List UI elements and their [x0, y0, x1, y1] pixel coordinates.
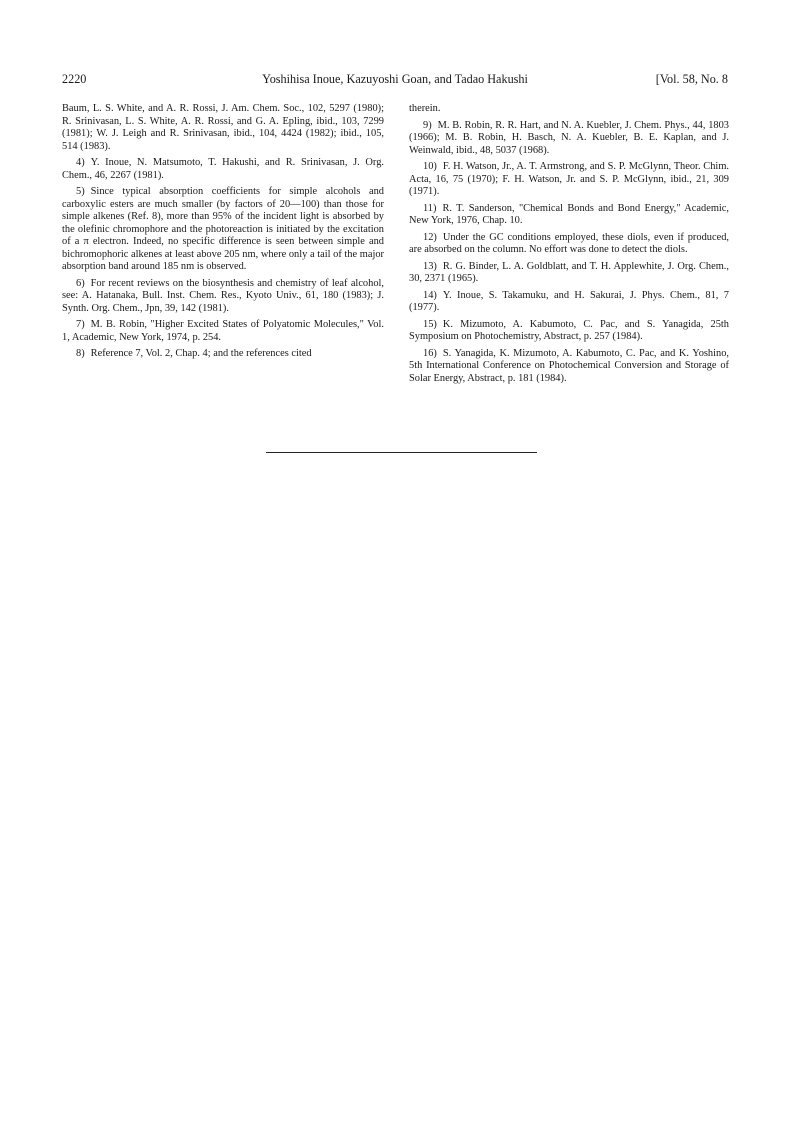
reference-text: For recent reviews on the biosynthesis and chemistry of leaf alcohol, see: A. Hatanaka, Bull. Inst. Chem. Res., Kyoto Univ., 61, 180 (1983); J. Synth. Org. Chem., Jpn, 39, 142 (1981).	[62, 277, 384, 314]
left-column-references	[62, 103, 384, 365]
reference-text: Y. Inoue, N. Matsumoto, T. Hakushi, and R. Srinivasan, J. Org. Chem., 46, 2267 (1981).	[62, 157, 384, 181]
reference-item	[409, 103, 729, 116]
reference-number: 10)	[423, 161, 437, 172]
reference-number: 5)	[76, 186, 85, 197]
reference-number: 12)	[423, 231, 437, 243]
running-header	[62, 72, 728, 90]
reference-text: R. T. Sanderson, "Chemical Bonds and Bond Energy," Academic, New York, 1976, Chap. 10.	[409, 202, 729, 226]
reference-number: 13)	[423, 260, 437, 272]
reference-item	[62, 348, 384, 361]
reference-number: 14)	[423, 289, 437, 301]
reference-text: Reference 7, Vol. 2, Chap. 4; and the references cited	[90, 348, 312, 359]
reference-text: M. B. Robin, R. R. Hart, and N. A. Kuebler, J. Chem. Phys., 44, 1803 (1966); M. B. Robin, H. Basch, N. A. Kuebler, B. E. Kaplan, and J. Weinwald, ibid., 48, 5037 (1968).	[409, 119, 729, 156]
reference-item	[409, 261, 729, 286]
reference-number: 7)	[76, 319, 85, 330]
reference-item	[62, 103, 384, 153]
reference-text: therein.	[409, 103, 441, 114]
reference-text: S. Yanagida, K. Mizumoto, A. Kabumoto, C. Pac, and K. Yoshino, 5th International Conference on Photochemical Conversion and Storage of Solar Energy, Abstract, p. 181 (1984).	[409, 347, 729, 384]
reference-text: Y. Inoue, S. Takamuku, and H. Sakurai, J. Phys. Chem., 81, 7 (1977).	[409, 289, 729, 313]
end-of-article-rule	[266, 452, 537, 453]
reference-number: 6)	[76, 277, 85, 289]
reference-text: Under the GC conditions employed, these diols, even if produced, are absorbed on the column. No effort was done to detect the diols.	[409, 231, 729, 255]
running-head-authors: Yoshihisa Inoue, Kazuyoshi Goan, and Tadao Hakushi	[262, 72, 528, 86]
volume-info: [Vol. 58, No. 8	[655, 72, 728, 86]
reference-item	[62, 186, 384, 274]
reference-item	[409, 348, 729, 386]
reference-item	[409, 290, 729, 315]
reference-number: 16)	[423, 347, 437, 359]
reference-text: R. G. Binder, L. A. Goldblatt, and T. H. Applewhite, J. Org. Chem., 30, 2371 (1965).	[409, 260, 729, 284]
reference-text: Since typical absorption coefficients for simple alcohols and carboxylic esters are much smaller (by factors of 20—100) than those for simple alkenes (Ref. 8), more than 95% of the incident light is absorbed by the olefinic chromophore and the photoreaction is initiated by the excitation of a π electron. Indeed, no specific difference is seen between simple and bichromophoric alkenes at least above 205 nm, where only a tail of the major absorption band around 185 nm is observed.	[62, 186, 384, 272]
reference-number: 9)	[423, 119, 432, 131]
reference-number: 15)	[423, 318, 437, 330]
reference-item	[409, 203, 729, 228]
reference-item	[62, 157, 384, 182]
reference-item	[62, 319, 384, 344]
reference-text: F. H. Watson, Jr., A. T. Armstrong, and S. P. McGlynn, Theor. Chim. Acta, 16, 75 (1970); F. H. Watson, Jr. and S. P. McGlynn, ibid., 21, 309 (1971).	[409, 161, 729, 197]
reference-text: K. Mizumoto, A. Kabumoto, C. Pac, and S. Yanagida, 25th Symposium on Photochemistry, Abstract, p. 257 (1984).	[409, 318, 729, 342]
page-number: 2220	[62, 72, 87, 86]
reference-item	[409, 319, 729, 344]
reference-item	[409, 161, 729, 199]
reference-number: 8)	[76, 348, 85, 359]
right-column-references	[409, 103, 729, 389]
reference-item	[62, 278, 384, 316]
reference-item	[409, 120, 729, 158]
reference-item	[409, 232, 729, 257]
reference-number: 4)	[76, 157, 85, 168]
reference-text: M. B. Robin, "Higher Excited States of Polyatomic Molecules," Vol. 1, Academic, New York, 1974, p. 254.	[62, 319, 384, 343]
reference-number: 11)	[423, 202, 437, 214]
reference-text: Baum, L. S. White, and A. R. Rossi, J. Am. Chem. Soc., 102, 5297 (1980); R. Srinivasan, L. S. White, A. R. Rossi, and G. A. Epling, ibid., 103, 7299 (1981); W. J. Leigh and R. Srinivasan, ibid., 104, 4424 (1982); ibid., 105, 514 (1983).	[62, 103, 384, 152]
